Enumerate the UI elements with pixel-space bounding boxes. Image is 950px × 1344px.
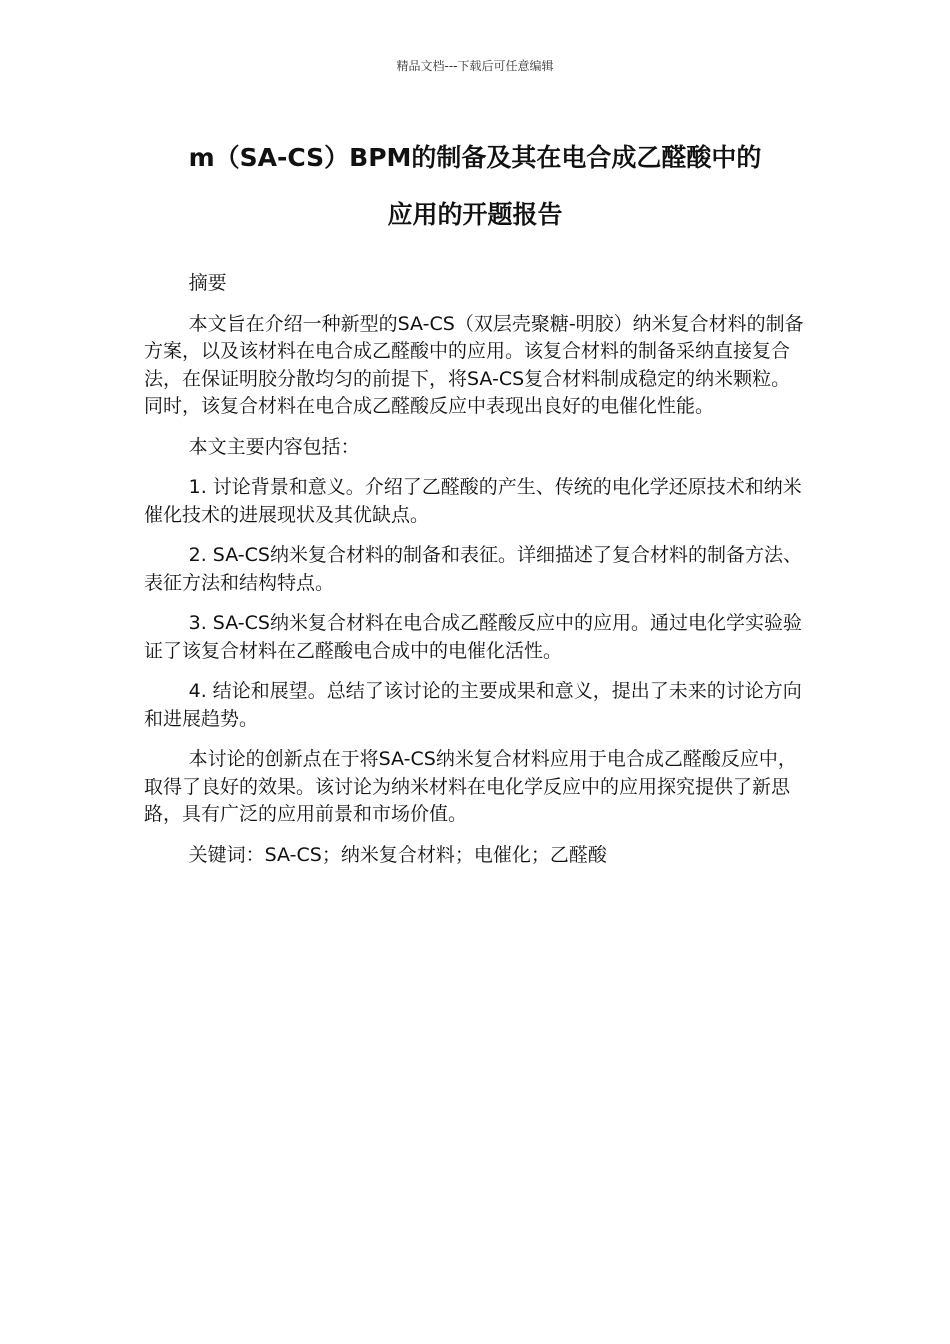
document-title-line-1: m（SA-CS）BPM的制备及其在电合成乙醛酸中的 [188, 143, 762, 172]
paragraph-item-1: 1. 讨论背景和意义。介绍了乙醛酸的产生、传统的电化学还原技术和纳米催化技术的进展现状及其优缺点。 [144, 476, 802, 526]
paragraph-item-2: 2. SA-CS纳米复合材料的制备和表征。详细描述了复合材料的制备方法、表征方法和结构特点。 [144, 544, 802, 594]
abstract-heading: 摘要 [188, 272, 227, 294]
keywords: 关键词：SA-CS；纳米复合材料；电催化；乙醛酸 [188, 843, 607, 866]
document-title-line-2: 应用的开题报告 [387, 200, 563, 229]
paragraph-item-3: 3. SA-CS纳米复合材料在电合成乙醛酸反应中的应用。通过电化学实验验证了该复合材料在乙醛酸电合成中的电催化活性。 [144, 612, 802, 662]
paragraph-intro: 本文旨在介绍一种新型的SA-CS（双层壳聚糖-明胶）纳米复合材料的制备方案，以及该材料在电合成乙醛酸中的应用。该复合材料的制备采纳直接复合法，在保证明胶分散均匀的前提下，将SA-CS复合材料制成稳定的纳米颗粒。同时，该复合材料在电合成乙醛酸反应中表现出良好的电催化性能。 [144, 312, 804, 417]
document-body [144, 270, 806, 882]
page-header: 精品文档---下载后可任意编辑 [396, 59, 554, 73]
paragraph-innovation: 本讨论的创新点在于将SA-CS纳米复合材料应用于电合成乙醛酸反应中，取得了良好的效果。该讨论为纳米材料在电化学反应中的应用探究提供了新思路，具有广泛的应用前景和市场价值。 [144, 748, 797, 825]
paragraph-contents-lead: 本文主要内容包括： [188, 435, 360, 458]
paragraph-item-4: 4. 结论和展望。总结了该讨论的主要成果和意义，提出了未来的讨论方向和进展趋势。 [144, 680, 802, 730]
